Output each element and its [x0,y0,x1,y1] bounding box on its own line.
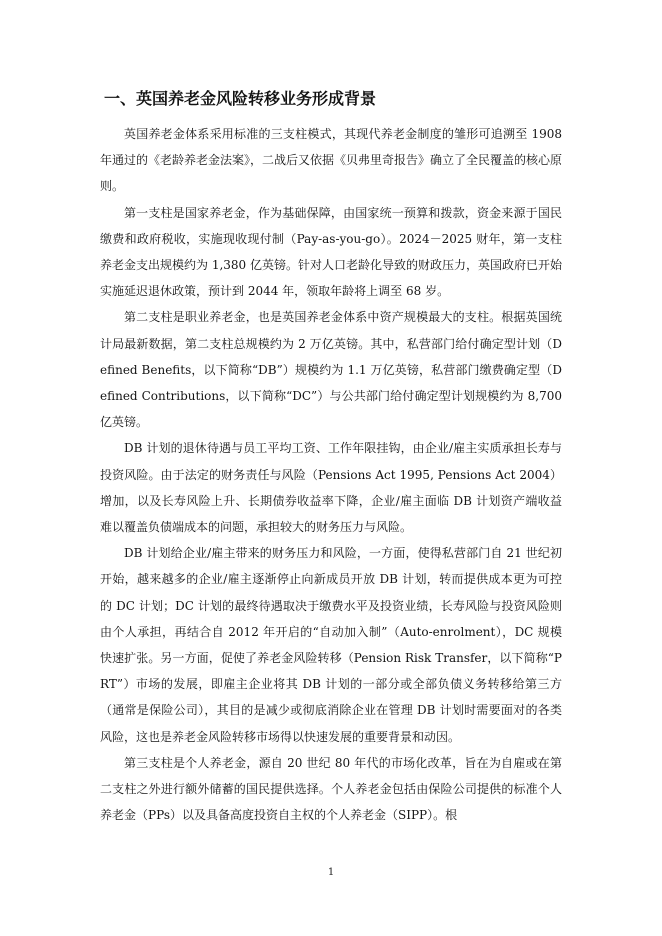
paragraph-third-pillar: 第三支柱是个人养老金，源自 20 世纪 80 年代的市场化改革，旨在为自雇或在第二支柱之外进行额外储蓄的国民提供选择。个人养老金包括由保险公司提供的标准个人养老金（PPs）以及具备高度投资自主权的个人养老金（SIPP）。根 [100,755,562,823]
body-text [100,121,562,828]
page-number: 1 [327,867,335,878]
paragraph-first-pillar: 第一支柱是国家养老金，作为基础保障，由国家统一预算和拨款，资金来源于国民缴费和政府税收，实施现收现付制（Pay-as-you-go）。2024－2025 财年，第一支柱养老金支出规模约为 1,380 亿英镑。针对人口老龄化导致的财政压力，英国政府已开始实施延迟退休政策，预计到 2044 年，领取年龄将上调至 68 岁。 [100,205,562,299]
paragraph-db-plan-risk: DB 计划的退休待遇与员工平均工资、工作年限挂钩，由企业/雇主实质承担长寿与投资风险。由于法定的财务责任与风险（Pensions Act 1995, Pensions Act 2004）增加，以及长寿风险上升、长期债券收益率下降，企业/雇主面临 DB 计划资产端收益难以覆盖负债端成本的问题，承担较大的财务压力与风险。 [100,441,562,535]
paragraph-db-pressure-and-prt: DB 计划给企业/雇主带来的财务压力和风险，一方面，使得私营部门自 21 世纪初开始，越来越多的企业/雇主逐渐停止向新成员开放 DB 计划，转而提供成本更为可控的 DC 计划；DC 计划的最终待遇取决于缴费水平及投资业绩，长寿风险与投资风险则由个人承担，再结合自 2012 年开启的“自动加入制”（Auto-enrolment），DC 规模快速扩张。另一方面，促使了养老金风险转移（Pension Risk Transfer，以下简称“PRT”）市场的发展，即雇主企业将其 DB 计划的一部分或全部负债义务转移给第三方（通常是保险公司），其目的是减少或彻底消除企业在管理 DB 计划时需要面对的各类风险，这也是养老金风险转移市场得以快速发展的重要背景和动因。 [100,546,562,744]
paragraph-pension-system-overview: 英国养老金体系采用标准的三支柱模式，其现代养老金制度的雏形可追溯至 1908 年通过的《老龄养老金法案》，二战后又依据《贝弗里奇报告》确立了全民覆盖的核心原则。 [100,127,563,194]
paragraph-second-pillar: 第二支柱是职业养老金，也是英国养老金体系中资产规模最大的支柱。根据英国统计局最新数据，第二支柱总规模约为 2 万亿英镑。其中，私营部门给付确定型计划（Defined Benefits，以下简称“DB”）规模约为 1.1 万亿英镑，私营部门缴费确定型（Defined Contributions，以下简称“DC”）与公共部门给付确定型计划规模约为 8,700 亿英镑。 [100,310,562,430]
section-heading: 一、英国养老金风险转移业务形成背景 [104,89,377,108]
